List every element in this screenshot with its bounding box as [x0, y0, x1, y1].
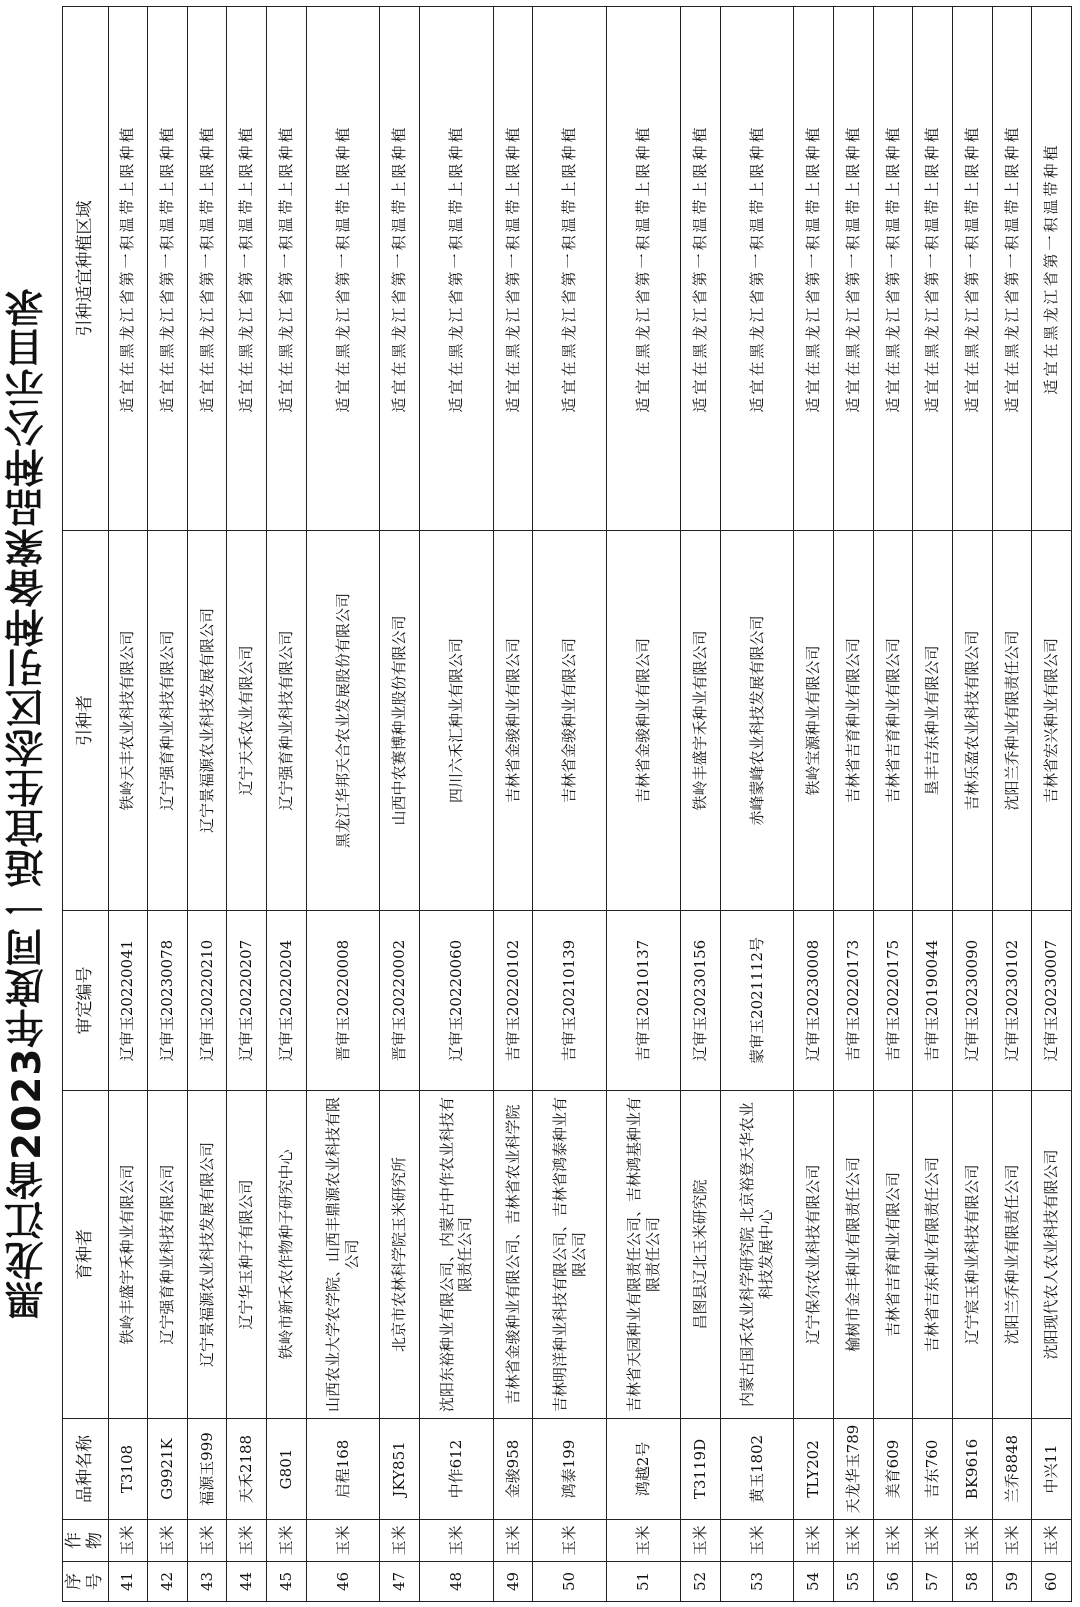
crop-cell: 玉米 — [187, 1520, 227, 1562]
introducer-cell: 辽宁天禾农业有限公司 — [227, 531, 267, 911]
introducer-cell: 垦丰吉东种业有限公司 — [913, 531, 953, 911]
variety-name: G801 — [267, 1419, 307, 1520]
row-index: 48 — [420, 1562, 494, 1602]
header-approval-number: 审定编号 — [63, 911, 109, 1091]
suitable-area: 适宜在黑龙江省第一积温带上限种植 — [834, 7, 874, 531]
variety-name: 天禾2188 — [227, 1419, 267, 1520]
approval-number: 辽审玉20230090 — [952, 911, 992, 1091]
approval-number: 吉审玉20210139 — [533, 911, 607, 1091]
table-row — [533, 7, 607, 1602]
suitable-area: 适宜在黑龙江省第一积温带上限种植 — [873, 7, 913, 531]
introducer-cell: 吉林省金骏种业有限公司 — [533, 531, 607, 911]
breeder-cell: 昌图县辽北玉米研究院 — [681, 1091, 721, 1419]
row-index: 58 — [952, 1562, 992, 1602]
breeder-cell: 吉林省天园种业有限责任公司、吉林鸿基种业有限责任公司 — [607, 1091, 681, 1419]
introducer-cell: 吉林省金骏种业有限公司 — [607, 531, 681, 911]
crop-cell: 玉米 — [834, 1520, 874, 1562]
introducer-cell: 铁岭天丰农业科技有限公司 — [108, 531, 148, 911]
crop-cell: 玉米 — [420, 1520, 494, 1562]
introducer-cell: 吉林省宏兴种业有限公司 — [1032, 531, 1072, 911]
variety-name: 吉东760 — [913, 1419, 953, 1520]
suitable-area: 适宜在黑龙江省第一积温带上限种植 — [720, 7, 794, 531]
breeder-cell: 山西农业大学农学院、山西丰鼎源农业科技有限公司 — [306, 1091, 380, 1419]
suitable-area: 适宜在黑龙江省第一积温带上限种植 — [306, 7, 380, 531]
table-row — [720, 7, 794, 1602]
breeder-cell: 吉林明洋种业科技有限公司、吉林省鸿泰种业有限公司 — [533, 1091, 607, 1419]
breeder-cell: 辽宁宸玉种业科技有限公司 — [952, 1091, 992, 1419]
variety-name: 中作612 — [420, 1419, 494, 1520]
table-row — [794, 7, 834, 1602]
suitable-area: 适宜在黑龙江省第一积温带上限种植 — [420, 7, 494, 531]
crop-cell: 玉米 — [952, 1520, 992, 1562]
table-row — [306, 7, 380, 1602]
row-index: 49 — [493, 1562, 533, 1602]
approval-number: 吉审玉20190044 — [913, 911, 953, 1091]
row-index: 43 — [187, 1562, 227, 1602]
suitable-area: 适宜在黑龙江省第一积温带上限种植 — [607, 7, 681, 531]
header-introducer: 引种者 — [63, 531, 109, 911]
breeder-cell: 铁岭丰盛宇禾种业有限公司 — [108, 1091, 148, 1419]
table-row — [992, 7, 1032, 1602]
header-breeder: 育种者 — [63, 1091, 109, 1419]
variety-name: JKY851 — [380, 1419, 420, 1520]
table-row — [913, 7, 953, 1602]
introducer-cell: 赤峰蒙峰农业科技发展有限公司 — [720, 531, 794, 911]
row-index: 60 — [1032, 1562, 1072, 1602]
table-row — [873, 7, 913, 1602]
introducer-cell: 山西中农赛博种业股份有限公司 — [380, 531, 420, 911]
crop-cell: 玉米 — [607, 1520, 681, 1562]
variety-name: 兰乔8848 — [992, 1419, 1032, 1520]
row-index: 59 — [992, 1562, 1032, 1602]
crop-cell: 玉米 — [267, 1520, 307, 1562]
introducer-cell: 铁岭丰盛宇禾种业有限公司 — [681, 531, 721, 911]
breeder-cell: 吉林省金骏种业有限公司、吉林省农业科学院 — [493, 1091, 533, 1419]
introducer-cell: 吉林省吉育种业有限公司 — [834, 531, 874, 911]
suitable-area: 适宜在黑龙江省第一积温带上限种植 — [187, 7, 227, 531]
suitable-area: 适宜在黑龙江省第一积温带上限种植 — [952, 7, 992, 531]
page-title: 黑龙江省2023年度同一适宜生态区引种备案品种公示目录 — [5, 287, 50, 1320]
variety-table — [62, 6, 1072, 1602]
breeder-cell: 内蒙古国禾农业科学研究院 北京裕登天华农业科技发展中心 — [720, 1091, 794, 1419]
introducer-cell: 四川六禾汇种业有限公司 — [420, 531, 494, 911]
breeder-cell: 辽宁强育种业科技有限公司 — [148, 1091, 188, 1419]
variety-name: 美育609 — [873, 1419, 913, 1520]
approval-number: 辽审玉20220204 — [267, 911, 307, 1091]
introducer-cell: 吉林省吉育种业有限公司 — [873, 531, 913, 911]
suitable-area: 适宜在黑龙江省第一积温带上限种植 — [913, 7, 953, 531]
breeder-cell: 北京市农林科学院玉米研究所 — [380, 1091, 420, 1419]
breeder-cell: 沈阳现代农人农业科技有限公司 — [1032, 1091, 1072, 1419]
row-index: 56 — [873, 1562, 913, 1602]
approval-number: 辽审玉20230078 — [148, 911, 188, 1091]
breeder-cell: 吉林省吉东种业有限责任公司 — [913, 1091, 953, 1419]
header-index: 序号 — [63, 1562, 109, 1602]
header-variety: 品种名称 — [63, 1419, 109, 1520]
suitable-area: 适宜在黑龙江省第一积温带上限种植 — [227, 7, 267, 531]
variety-name: 鸿越2号 — [607, 1419, 681, 1520]
row-index: 44 — [227, 1562, 267, 1602]
crop-cell: 玉米 — [380, 1520, 420, 1562]
variety-name: TLY202 — [794, 1419, 834, 1520]
crop-cell: 玉米 — [720, 1520, 794, 1562]
suitable-area: 适宜在黑龙江省第一积温带上限种植 — [794, 7, 834, 531]
approval-number: 辽审玉20220060 — [420, 911, 494, 1091]
variety-name: G9921K — [148, 1419, 188, 1520]
crop-cell: 玉米 — [306, 1520, 380, 1562]
row-index: 47 — [380, 1562, 420, 1602]
introducer-cell: 沈阳兰乔种业有限责任公司 — [992, 531, 1032, 911]
approval-number: 辽审玉20230156 — [681, 911, 721, 1091]
table-row — [493, 7, 533, 1602]
row-index: 57 — [913, 1562, 953, 1602]
variety-name: T3108 — [108, 1419, 148, 1520]
introducer-cell: 吉林省金骏种业有限公司 — [493, 531, 533, 911]
row-index: 46 — [306, 1562, 380, 1602]
introducer-cell: 辽宁强育种业科技有限公司 — [267, 531, 307, 911]
introducer-cell: 吉林乐盈农业科技有限公司 — [952, 531, 992, 911]
suitable-area: 适宜在黑龙江省第一积温带上限种植 — [493, 7, 533, 531]
variety-name: 天龙华玉789 — [834, 1419, 874, 1520]
crop-cell: 玉米 — [873, 1520, 913, 1562]
header-suitable-area: 引种适宜种植区域 — [63, 7, 109, 531]
variety-name: 鸿泰199 — [533, 1419, 607, 1520]
approval-number: 辽审玉20230008 — [794, 911, 834, 1091]
table-header-row — [63, 7, 109, 1602]
table-row — [187, 7, 227, 1602]
header-crop: 作物 — [63, 1520, 109, 1562]
approval-number: 吉审玉20220102 — [493, 911, 533, 1091]
approval-number: 辽审玉20220041 — [108, 911, 148, 1091]
breeder-cell: 沈阳兰乔种业有限责任公司 — [992, 1091, 1032, 1419]
introducer-cell: 黑龙江华邦天合农业发展股份有限公司 — [306, 531, 380, 911]
suitable-area: 适宜在黑龙江省第一积温带上限种植 — [380, 7, 420, 531]
row-index: 54 — [794, 1562, 834, 1602]
approval-number: 辽审玉20220207 — [227, 911, 267, 1091]
variety-name: T3119D — [681, 1419, 721, 1520]
breeder-cell: 沈阳东裕种业有限公司、内蒙古中作农业科技有限责任公司 — [420, 1091, 494, 1419]
crop-cell: 玉米 — [794, 1520, 834, 1562]
crop-cell: 玉米 — [1032, 1520, 1072, 1562]
breeder-cell: 铁岭市新禾农作物种子研究中心 — [267, 1091, 307, 1419]
variety-name: BK9616 — [952, 1419, 992, 1520]
row-index: 41 — [108, 1562, 148, 1602]
suitable-area: 适宜在黑龙江省第一积温带上限种植 — [533, 7, 607, 531]
row-index: 53 — [720, 1562, 794, 1602]
variety-name: 启程168 — [306, 1419, 380, 1520]
crop-cell: 玉米 — [533, 1520, 607, 1562]
table-row — [952, 7, 992, 1602]
approval-number: 辽审玉20230102 — [992, 911, 1032, 1091]
crop-cell: 玉米 — [992, 1520, 1032, 1562]
suitable-area: 适宜在黑龙江省第一积温带上限种植 — [148, 7, 188, 531]
row-index: 45 — [267, 1562, 307, 1602]
introducer-cell: 辽宁景福源农业科技发展有限公司 — [187, 531, 227, 911]
variety-name: 福源玉999 — [187, 1419, 227, 1520]
breeder-cell: 辽宁保尔农业科技有限公司 — [794, 1091, 834, 1419]
crop-cell: 玉米 — [493, 1520, 533, 1562]
table-row — [267, 7, 307, 1602]
row-index: 51 — [607, 1562, 681, 1602]
variety-name: 黄玉1802 — [720, 1419, 794, 1520]
approval-number: 晋审玉20220008 — [306, 911, 380, 1091]
approval-number: 吉审玉20220173 — [834, 911, 874, 1091]
approval-number: 吉审玉20210137 — [607, 911, 681, 1091]
breeder-cell: 榆树市金丰种业有限责任公司 — [834, 1091, 874, 1419]
table-row — [148, 7, 188, 1602]
row-index: 50 — [533, 1562, 607, 1602]
crop-cell: 玉米 — [108, 1520, 148, 1562]
table-row — [681, 7, 721, 1602]
suitable-area: 适宜在黑龙江省第一积温带上限种植 — [108, 7, 148, 531]
suitable-area: 适宜在黑龙江省第一积温带种植 — [1032, 7, 1072, 531]
approval-number: 吉审玉20220175 — [873, 911, 913, 1091]
breeder-cell: 辽宁景福源农业科技发展有限公司 — [187, 1091, 227, 1419]
suitable-area: 适宜在黑龙江省第一积温带上限种植 — [992, 7, 1032, 531]
variety-name: 中兴11 — [1032, 1419, 1072, 1520]
crop-cell: 玉米 — [148, 1520, 188, 1562]
breeder-cell: 辽宁华玉种子有限公司 — [227, 1091, 267, 1419]
variety-name: 金骏958 — [493, 1419, 533, 1520]
approval-number: 辽审玉20230007 — [1032, 911, 1072, 1091]
table-row — [834, 7, 874, 1602]
crop-cell: 玉米 — [227, 1520, 267, 1562]
suitable-area: 适宜在黑龙江省第一积温带上限种植 — [267, 7, 307, 531]
row-index: 52 — [681, 1562, 721, 1602]
introducer-cell: 辽宁强育种业科技有限公司 — [148, 531, 188, 911]
table-container — [56, 0, 1080, 1607]
table-row — [1032, 7, 1072, 1602]
approval-number: 晋审玉20220002 — [380, 911, 420, 1091]
approval-number: 蒙审玉2021112号 — [720, 911, 794, 1091]
row-index: 55 — [834, 1562, 874, 1602]
row-index: 42 — [148, 1562, 188, 1602]
breeder-cell: 吉林省吉育种业有限公司 — [873, 1091, 913, 1419]
crop-cell: 玉米 — [681, 1520, 721, 1562]
suitable-area: 适宜在黑龙江省第一积温带上限种植 — [681, 7, 721, 531]
crop-cell: 玉米 — [913, 1520, 953, 1562]
table-row — [227, 7, 267, 1602]
table-row — [108, 7, 148, 1602]
approval-number: 辽审玉20220210 — [187, 911, 227, 1091]
table-row — [607, 7, 681, 1602]
table-row — [420, 7, 494, 1602]
introducer-cell: 铁岭宝源种业有限公司 — [794, 531, 834, 911]
table-row — [380, 7, 420, 1602]
